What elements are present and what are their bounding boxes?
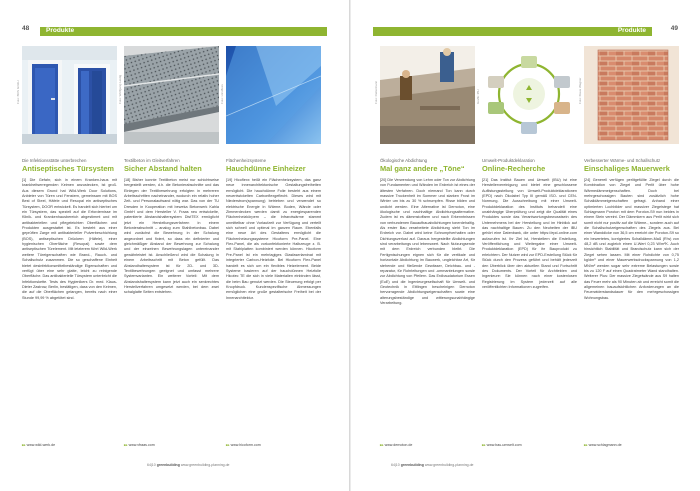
photo-credit: Foto: BOS GmbH (16, 80, 20, 104)
page-footer (391, 463, 473, 467)
article-website[interactable]: ▸▸ www.wild-werk.de (22, 443, 56, 447)
article-website[interactable]: ▸▸ www.schlagmann.de (584, 443, 622, 447)
article-kicker: Flächenheizsysteme (226, 158, 267, 163)
article-website[interactable]: ▸▸ www.vfraas.com (124, 443, 155, 447)
article-mauerwerk (578, 46, 679, 447)
footer-url[interactable]: www.greenbuilding-planning.de (180, 463, 230, 467)
website-link[interactable]: www.hicoform.com (230, 443, 261, 447)
article-headline: Hauchdünne Einheizer (226, 164, 306, 173)
article-online (476, 46, 577, 447)
article-kicker: Textilbeton im Gleitverfahren (124, 158, 180, 163)
section-bar (373, 27, 652, 36)
article-body: [1] Die Gefahr, sich in einem Kranken-haus mit krankheitserregenden Keimen anzustecken, ist groß. Aus diesem Grund hat Wild-Werk Door Solutions, Anbieter von Türen und Fenstern, gemeinsam mit BOS Best of Steel, Häfele und Resopal ein antiseptisches Türsystem, DOOR entwickelt. Es handelt sich hierbei um ein Türsystem, das speziell auf die Erfordernisse im Klinik- und Krankenhausbereich abgestimmt und mit antibakteriellen und pflegeleichten Oberflächen und Produkten ausgestattet ist. Es besteht aus einer geprüften Zarge mit antibakterieller Pulverbeschichtung (BOS), antiseptischen Drückern (Häfele), einer hygienischen Oberfläche (Resopal) sowie dem antiseptischen Türelement. Mit letzterem führt Wild-Werk weitere Türeigenschaften wie Brand-, Rauch- und Schallschutz zusammen. Die so geschaffene Einheit bietet desinfektionsmittelbeständige Eigenschaften und verfügt über eine sehr glatte, leicht zu reinigende Oberfläche. Das antibakterielle Türsystem unterbricht die Infektionskette. Tests des Hygienikers Dr. med. Klaus-Dieter Zastrow, Berlin, bestätigen, dass von den Keimen, die auf die Oberflächen gelangen, bereits nach einer Stunde 99,99 % abgetötet sind. (22, 178, 117, 300)
article-body: [21] Das Institut Bauen und Umwelt (IBU) ist eine Herstellervereinigung und bietet eine geschlossene Auflistungsstellung von Umwelt-Produktdeklarationen (EPD) nach Ökolabel Typ III gemäß ISO- und CEN-Normung. Die Ausschreibung mit einer Umwelt-Produktdeklaration des Instituts behandelt eine unabhängige Überprüfung und zeigt die Qualität eines Produktes sowie das Verantwortungsbewusstsein des Unternehmens bei der Herstellung und im Hinblick auf das nachhaltige Bauen. Zu den Neuheiten der IBU gehört eine Datenbank, die unter https://epd-online.com aufzurufen ist. Ihr Ziel ist, Herstellern die Erstellung, Veröffentlichung und Weitergabe einer Umwelt-Produktdeklaration (EPD) für ihr Bauprodukt zu erleichtern. Der Nutzer wird zur EPD-Erstellung Stück für Stück durch den Prozess geführt und behält jederzeit den Überblick über den aktuellen Stand und Fortschritt des Dokuments. Der Vorteil für Architekten und Ingenieure: Sie können nach einer kostenlosen Registrierung im System jederzeit auf alle veröffentlichten Informationen zugreifen. (482, 178, 577, 289)
issue-number: 64|10 (391, 463, 400, 467)
page-number: 49 (670, 25, 678, 32)
photo-credit: Foto: Klaus Wagner (578, 77, 582, 104)
section-title: Produkte (617, 26, 646, 34)
page-header (22, 25, 327, 37)
website-link[interactable]: www.vfraas.com (128, 443, 155, 447)
photo-credit: Grafik: IBU (476, 89, 480, 104)
website-link[interactable]: www.schlagmann.de (588, 443, 622, 447)
blue-heating-panel-photo (226, 46, 321, 144)
article-body: [19] Hicoflexx heißt ein Flächenheizsystem, das ganz neue innenarchitektonische Gestaltungsfreiheiten ermöglicht. Die hauchdünne Folie besteht aus einem neuentwickelten Carbonflexgeflecht. Dieses wird mit Niederstrom(spannung) betrieben und verwendet so elektrische Energie in Wärme. Boden, Wände oder Zimmerdecken werden damit zu energiesparenden Flächenheizkörpern – die Infrarotwärme stammt unmittelbar ohne Vorlaufzeit zur Verfügung und verteilt sich schnell und optimal im ganzen Raum. Ebenfalls eine neue Art des Gestaltens ermöglicht die Flächenheizungssysteme Hicoform Pre-Panel. Eine Flex-Panel, die als vorkonfektionierte Halbzeuge z. B. mit Stahlplatten kombiniert werden können. Hicoform Pre-Panel ist ein mehrlagiges Glasfaserlaminat mit integrierter Carbon-Heizfolie. Bei Hicoform Flex-Panel handelt es sich um ein flexibles Heizelement. Beide Systeme basieren auf der hauchdünnen Heizfolie Hicotec TE die sich in viele Materialien einbinden lässt, die beim Bau genutzt werden. Die Steuerung erfolgt per Knopfdruck. Kundenspezifische Abmessungen ermöglichen eine große gestalterische Freiheit bei der Innenarchitektur. (226, 178, 321, 300)
brick-wall-photo (584, 46, 679, 144)
article-body: [24] Generell verfügen perlitgefüllte Ziegel durch die Kombination von Ziegel und Perlit über hohe Wärmedämmeigenschaften. Doch bei mehrgeschossigen Bauten sind zusätzlich hohe Schalldämmeigenschaften gefragt. Anhand einer optimierten Lochbilder und massiver Ziegelstege hat Schlagmann Poroton mit dem Poroton-S9 nun beides in einem Stein vereint. Der Dämmkern aus Perlit wirkt sich somit nicht nur positiv auf die Wärme-, sondern auch auf die Schallschutzeigenschaften des Ziegels aus. Bei einer Wanddicke von 36,5 cm erreicht der Poroton-S9 so ein bewertetes, korrigiertes Schalldämm-Maß (R'w) von 48,2 dB und zugleich einen U-Wert 0,23 W/m²K. Auch hinsichtlich Stabilität und Brandschutz kann sich der Ziegel sehen lassen. Mit einer Rohdichte von 0,75 kg/dm³ und einer Mauerwerksdruckspannung von 1,2 MN/m² werden sogar sehr extreme Belastungen sowie bis zu 120 F auf einen Quadratmeter Wand standhalten. Weiterer Plus: Der massive Ziegelwände aus S9 halten das Feuer mehr als 90 Minuten ab und erreicht somit die allgemeinen bauaufsichtlichen Anforderungen an die Feuerwiderstandsdauer für den mehrgeschossigen Wohnungsbau. (584, 178, 679, 300)
article-headline: Antiseptisches Türsystem (22, 164, 115, 173)
left-page (0, 0, 349, 491)
article-kicker: Verbesserter Wärme- und Schallschutz (584, 158, 661, 163)
page-header (373, 25, 678, 37)
brand-name: greenbuilding (400, 463, 424, 467)
article-website[interactable]: ▸▸ www.dernoton.de (380, 443, 413, 447)
article-kicker: Ökologische Abdichtung (380, 158, 428, 163)
footer-url[interactable]: www.greenbuilding-planning.de (424, 463, 474, 467)
article-body: [18] Bisher konnte Textilbeton meist nur schichtweise hergestellt werden, d.h. die Betonierabschnitte und das Einlegen der Textilbewehrung erfolgten in mehreren Arbeitsschritten nacheinander, wodurch ein relativ hoher Zeit- und Personalaufwand nötig war. Das von der TU Dresden in Kooperation mit beweka Betonwerk Kahla GmbH und dem Hersteller V. Fraas neu entwickelte, patentierte Abstandshaltersystem DistTEX ermöglicht jetzt ein Herstellungsverfahren in einem Betonierabschnitt – analog zum Stahlbetonbau. Dabei wird zunächst die Bewehrung in der Schalung angeordnet und fixiert, so dass ein definierter und gleichmäßiger Abstand der Bewehrung zur Schalung und der einzelnen Bewehrungslagen untereinander gewährleistet ist. Anschließend wird die Schalung in einem Arbeitsschritt mit Beton gefüllt. Das Abstandhaltersystem ist für 2D- und 3D-Textilbewehrungen geeignet und umfasst mehrere Systemvarianten. Ein weiterer Vorteil: Mit dem Abstandshaltersystem kann jetzt auch ein senkrechtes Herstellverfahren umgesetzt werden, bei dem zwei schalglatte Seiten entstehen. (124, 178, 219, 295)
photo-credit: Foto: Hicoflexx (220, 84, 224, 104)
article-website[interactable]: ▸▸ www.hicoform.com (226, 443, 261, 447)
website-link[interactable]: www.dernoton.de (384, 443, 413, 447)
article-headline: Sicher Abstand halten (124, 164, 202, 173)
article-headline: Mal ganz andere „Töne“ (380, 164, 465, 173)
article-abstand (118, 46, 219, 447)
article-einheizer (220, 46, 321, 447)
right-page (351, 0, 700, 491)
photo-credit: Foto: Deitermann (374, 80, 378, 104)
website-link[interactable]: www.bau-umwelt.com (486, 443, 522, 447)
section-bar (40, 27, 327, 36)
recycling-diagram-photo (482, 46, 577, 144)
article-website[interactable]: ▸▸ www.bau-umwelt.com (482, 443, 522, 447)
section-title: Produkte (46, 26, 75, 34)
doors-photo (22, 46, 117, 144)
page-footer (147, 463, 229, 467)
article-abdichtung (374, 46, 475, 447)
photo-credit: Foto: Wolfgang Leidig (118, 74, 122, 104)
article-headline: Einschaliges Mauerwerk (584, 164, 670, 173)
perforated-formwork-photo (124, 46, 219, 144)
website-link[interactable]: www.wild-werk.de (26, 443, 56, 447)
issue-number: 64|10 (147, 463, 156, 467)
page-number: 48 (22, 25, 30, 32)
article-body: [20] Die Verwendung von Lehm oder Ton zur Abdichtung von Fundamenten und Wänden im Erdreich ist eines der ältesten Verfahren. Doch niemand Ton kann durch massive Trockenheit im Sommer und starken Frost im Winter um bis zu 30 % schrumpfen. Risse bilden und undicht werden. Eine Alternative ist Dernoton, eine ökologische und nachhaltige Abdichtungsalternative. Zudem ist es dämmstoffarm und nach Erkenntnissen von verbundenen Bauaufbauabdichtungen tonerdehaltig. Als erster Bau verarbeitete Abdichtung sieht Ton im Erdreich vor. Dabei wird keine Schrumpfverhalten oder Dichtungsverlust auf. Daraus hergestellte Abdichtungen sind verarbeitungs und lebenswert. Nach Nutzungsende mit dem Erdreich verbunden bleibt. Die Fertigmischungen eignen sich für die vertikale und horizontale Abdichtung im Bauwerk, ungleichbar Art, für stehende und fließende Gewässer, Deichbau- und -reparatur, für Rohrleitungen und -ummantelungen sowie zur Abdichtung von Pfeilern. Das Erdbaudatorium Essen (EuE) und die Ingenieurgesellschaft für Umwelt- und Geotechnik in Ettlingen bescheinigen Dernoton hervorragende Abdichtungseigenschaften sowie eine alterungsbeständige und witterungsunabhängige Verarbeitung. (380, 178, 475, 305)
article-kicker: Umwelt-Produktdeklaration (482, 158, 535, 163)
article-antiseptisch (16, 46, 117, 447)
article-headline: Online-Recherche (482, 164, 546, 173)
roof-workers-photo (380, 46, 475, 144)
brand-name: greenbuilding (156, 463, 180, 467)
article-kicker: Die Infektionsstätte unterbrechen (22, 158, 87, 163)
